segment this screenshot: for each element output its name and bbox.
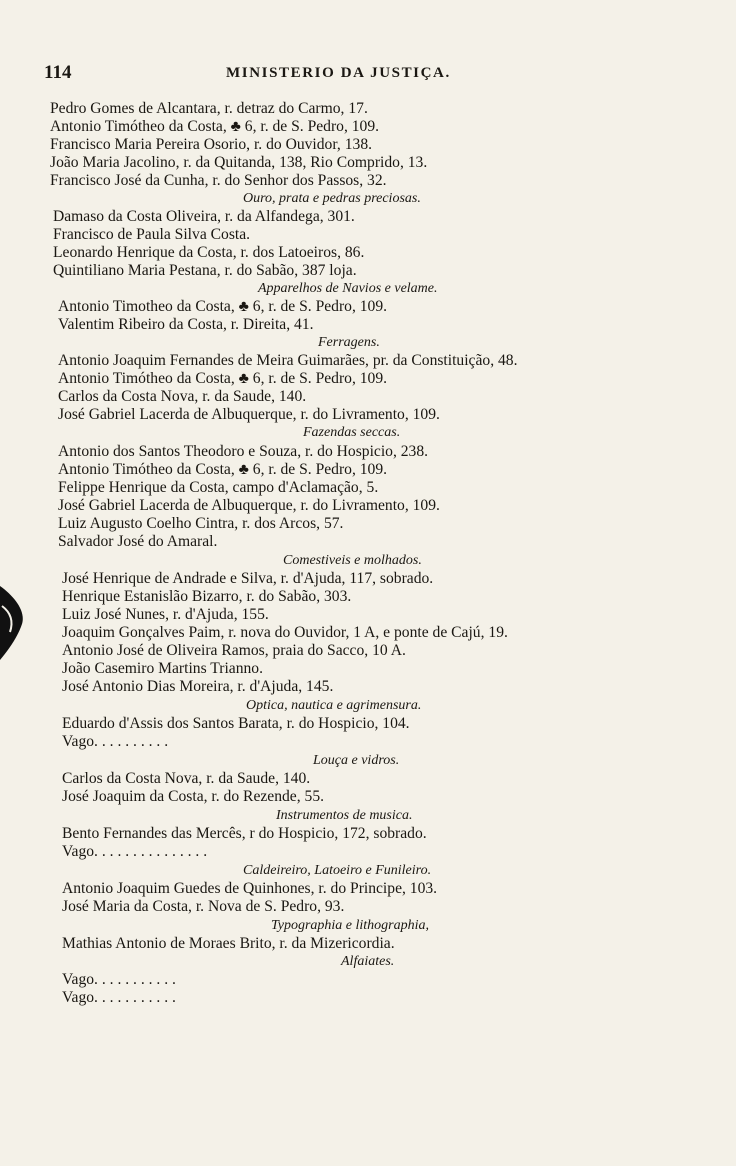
entry-line: Quintiliano Maria Pestana, r. do Sabão, 387 loja. — [53, 262, 357, 279]
entry-line: Vago. . . . . . . . . . . — [62, 989, 176, 1006]
entry-line: Pedro Gomes de Alcantara, r. detraz do Carmo, 17. — [50, 100, 368, 117]
entry-line: Henrique Estanislão Bizarro, r. do Sabão, 303. — [62, 588, 352, 605]
entry-line: Eduardo d'Assis dos Santos Barata, r. do Hospicio, 104. — [62, 715, 410, 732]
entry-line: Antonio José de Oliveira Ramos, praia do Sacco, 10 A. — [62, 642, 406, 659]
entry-line: José Gabriel Lacerda de Albuquerque, r. do Livramento, 109. — [58, 406, 440, 423]
page-number: 114 — [44, 62, 72, 83]
section-heading: Louça e vidros. — [313, 753, 400, 768]
page-edge-smudge — [0, 576, 28, 666]
entry-line: Antonio dos Santos Theodoro e Souza, r. do Hospicio, 238. — [58, 443, 429, 460]
section-heading: Ferragens. — [318, 335, 380, 350]
section-heading: Caldeireiro, Latoeiro e Funileiro. — [243, 863, 432, 878]
entry-line: Carlos da Costa Nova, r. da Saude, 140. — [62, 770, 311, 787]
entry-line: Carlos da Costa Nova, r. da Saude, 140. — [58, 388, 307, 405]
entry-line: Vago. . . . . . . . . . . . . . . — [62, 843, 208, 860]
section-heading: Apparelhos de Navios e velame. — [258, 281, 438, 296]
section-heading: Ouro, prata e pedras preciosas. — [243, 191, 421, 206]
entry-line: Antonio Timótheo da Costa, ♣ 6, r. de S. Pedro, 109. — [58, 370, 388, 387]
section-heading: Comestiveis e molhados. — [283, 553, 422, 568]
section-heading: Instrumentos de musica. — [276, 808, 413, 823]
entry-line: Leonardo Henrique da Costa, r. dos Latoeiros, 86. — [53, 244, 365, 261]
entry-line: Francisco Maria Pereira Osorio, r. do Ouvidor, 138. — [50, 136, 373, 153]
entry-line: Felippe Henrique da Costa, campo d'Aclamação, 5. — [58, 479, 379, 496]
entry-line: João Maria Jacolino, r. da Quitanda, 138, Rio Comprido, 13. — [50, 154, 428, 171]
section-heading: Optica, nautica e agrimensura. — [246, 698, 422, 713]
entry-line: Salvador José do Amaral. — [58, 533, 218, 550]
entry-line: José Antonio Dias Moreira, r. d'Ajuda, 145. — [62, 678, 334, 695]
entry-line: José Joaquim da Costa, r. do Rezende, 55. — [62, 788, 325, 805]
section-heading: Typographia e lithographia, — [271, 918, 430, 933]
running-title: MINISTERIO DA JUSTIÇA. — [226, 65, 451, 81]
entry-line: Antonio Timótheo da Costa, ♣ 6, r. de S. Pedro, 109. — [58, 461, 388, 478]
entry-line: Damaso da Costa Oliveira, r. da Alfandega, 301. — [53, 208, 355, 225]
entry-line: Francisco José da Cunha, r. do Senhor dos Passos, 32. — [50, 172, 387, 189]
entry-line: Luiz Augusto Coelho Cintra, r. dos Arcos, 57. — [58, 515, 344, 532]
entry-line: Antonio Joaquim Guedes de Quinhones, r. do Principe, 103. — [62, 880, 438, 897]
entry-line: Vago. . . . . . . . . . — [62, 733, 169, 750]
entry-line: João Casemiro Martins Trianno. — [62, 660, 263, 677]
entry-line: Mathias Antonio de Moraes Brito, r. da Mizericordia. — [62, 935, 395, 952]
entry-line: Antonio Joaquim Fernandes de Meira Guimarães, pr. da Constituição, 48. — [58, 352, 518, 369]
entry-line: Joaquim Gonçalves Paim, r. nova do Ouvidor, 1 A, e ponte de Cajú, 19. — [62, 624, 508, 641]
entry-line: Antonio Timotheo da Costa, ♣ 6, r. de S. Pedro, 109. — [58, 298, 388, 315]
page-header — [44, 62, 684, 84]
section-heading: Fazendas seccas. — [303, 425, 401, 440]
entry-line: José Maria da Costa, r. Nova de S. Pedro, 93. — [62, 898, 345, 915]
entry-line: Antonio Timótheo da Costa, ♣ 6, r. de S. Pedro, 109. — [50, 118, 380, 135]
section-heading: Alfaiates. — [341, 954, 395, 969]
entry-line: Valentim Ribeiro da Costa, r. Direita, 41. — [58, 316, 314, 333]
entry-line: Luiz José Nunes, r. d'Ajuda, 155. — [62, 606, 269, 623]
entry-line: Bento Fernandes das Mercês, r do Hospicio, 172, sobrado. — [62, 825, 427, 842]
entry-line: José Henrique de Andrade e Silva, r. d'Ajuda, 117, sobrado. — [62, 570, 434, 587]
entry-line: José Gabriel Lacerda de Albuquerque, r. do Livramento, 109. — [58, 497, 440, 514]
entry-line: Vago. . . . . . . . . . . — [62, 971, 176, 988]
entry-line: Francisco de Paula Silva Costa. — [53, 226, 251, 243]
